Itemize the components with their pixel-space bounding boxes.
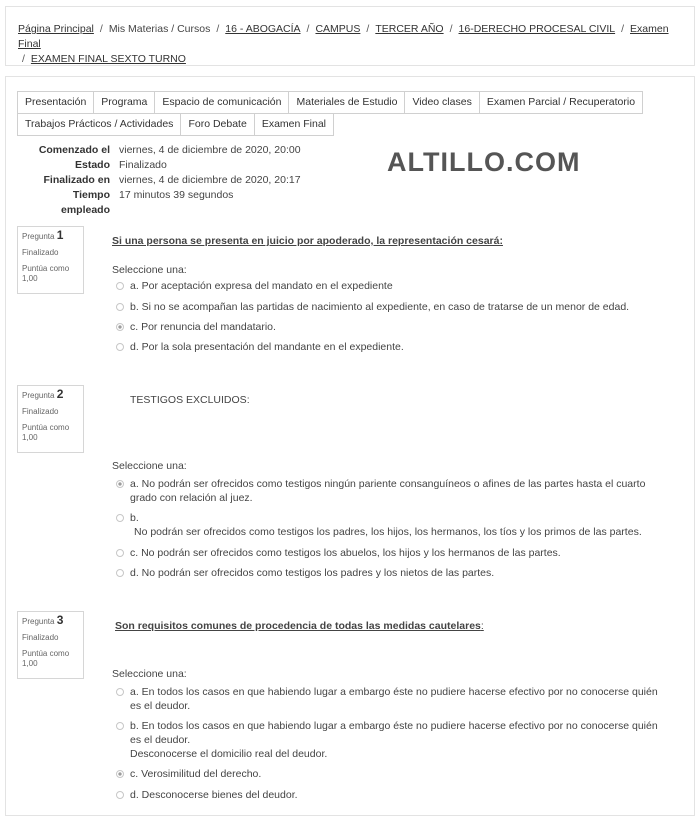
breadcrumb-tercer-ano-link[interactable]: TERCER AÑO bbox=[375, 23, 444, 35]
question-2-answer-c[interactable]: c. No podrán ser ofrecidos como testigos los abuelos, los hijos y los hermanos de las partes. bbox=[116, 546, 676, 560]
question-2-status: Finalizado bbox=[22, 407, 59, 416]
tab-trabajos-practicos[interactable]: Trabajos Prácticos / Actividades bbox=[17, 113, 181, 136]
tab-examen-final[interactable]: Examen Final bbox=[254, 113, 334, 136]
question-2-answer-b[interactable]: b. No podrán ser ofrecidos como testigos los padres, los hijos, los hermanos, los tíos y los primos de las partes. bbox=[116, 511, 676, 539]
question-1-answer-c[interactable]: c. Por renuncia del mandatario. bbox=[116, 320, 676, 334]
radio-button[interactable] bbox=[116, 791, 124, 799]
radio-button[interactable] bbox=[116, 549, 124, 557]
radio-button[interactable] bbox=[116, 303, 124, 311]
question-3-status: Finalizado bbox=[22, 633, 59, 642]
course-tabs bbox=[17, 91, 667, 135]
finished-label: Finalizado en bbox=[43, 174, 110, 186]
attempt-summary bbox=[17, 143, 301, 218]
tab-programa[interactable]: Programa bbox=[93, 91, 155, 114]
question-3-prompt: Seleccione una: bbox=[112, 668, 187, 680]
question-3-text: Son requisitos comunes de procedencia de todas las medidas cautelares: bbox=[115, 620, 484, 632]
radio-button-selected[interactable] bbox=[116, 480, 124, 488]
radio-button[interactable] bbox=[116, 569, 124, 577]
question-1-prompt: Seleccione una: bbox=[112, 264, 187, 276]
watermark: ALTILLO.COM bbox=[387, 147, 581, 177]
question-2-answer-d[interactable]: d. No podrán ser ofrecidos como testigos los padres y los nietos de las partes. bbox=[116, 566, 676, 580]
radio-button-selected[interactable] bbox=[116, 323, 124, 331]
radio-button[interactable] bbox=[116, 514, 124, 522]
question-2-info bbox=[17, 385, 84, 453]
question-3-number: Pregunta 3 bbox=[22, 613, 64, 627]
question-1-answer-d[interactable]: d. Por la sola presentación del mandante en el expediente. bbox=[116, 340, 676, 354]
time-label-line1: Tiempo bbox=[72, 189, 110, 201]
state-label: Estado bbox=[74, 159, 110, 171]
question-2-text: TESTIGOS EXCLUIDOS: bbox=[130, 394, 250, 406]
question-1-answer-b[interactable]: b. Si no se acompañan las partidas de nacimiento al expediente, en caso de tratarse de un menor de edad. bbox=[116, 300, 676, 314]
question-2-score: Puntúa como 1,00 bbox=[22, 423, 70, 442]
breadcrumb-bar bbox=[5, 6, 695, 66]
tab-presentacion[interactable]: Presentación bbox=[17, 91, 94, 114]
question-1-status: Finalizado bbox=[22, 248, 59, 257]
breadcrumb: Página Principal / Mis Materias / Cursos / 16 - ABOGACÍA / CAMPUS / TERCER AÑO / 16-DERECHO PROCESAL CIVIL / Examen Final / EXAMEN FINAL SEXTO TURNO bbox=[18, 23, 669, 65]
breadcrumb-examen-final-link[interactable]: Examen Final bbox=[18, 23, 669, 50]
question-3-answer-a[interactable]: a. En todos los casos en que habiendo lugar a embargo éste no pudiere hacerse efectivo por no conocerse quién es el deudor. bbox=[116, 685, 676, 713]
started-label: Comenzado el bbox=[38, 144, 110, 156]
time-label-line2: empleado bbox=[60, 204, 110, 216]
question-3-answer-d[interactable]: d. Desconocerse bienes del deudor. bbox=[116, 788, 676, 802]
tab-video-clases[interactable]: Video clases bbox=[404, 91, 479, 114]
tab-espacio-comunicacion[interactable]: Espacio de comunicación bbox=[154, 91, 289, 114]
tab-materiales-estudio[interactable]: Materiales de Estudio bbox=[288, 91, 405, 114]
breadcrumb-abogacia-link[interactable]: 16 - ABOGACÍA bbox=[225, 23, 301, 35]
breadcrumb-campus-link[interactable]: CAMPUS bbox=[315, 23, 361, 35]
question-2-answer-a[interactable]: a. No podrán ser ofrecidos como testigos ningún pariente consanguíneos o afines de las partes hasta el cuarto grado con relación al juez. bbox=[116, 477, 676, 505]
question-3-answer-b[interactable]: b. En todos los casos en que habiendo lugar a embargo éste no pudiere hacerse efectivo por no conocerse quién es el deudor. Desconocerse el domicilio real del deudor. bbox=[116, 719, 676, 761]
radio-button[interactable] bbox=[116, 722, 124, 730]
question-3-score: Puntúa como 1,00 bbox=[22, 649, 70, 668]
tab-examen-parcial[interactable]: Examen Parcial / Recuperatorio bbox=[479, 91, 643, 114]
question-1-score: Puntúa como 1,00 bbox=[22, 264, 70, 283]
breadcrumb-home-link[interactable]: Página Principal bbox=[18, 23, 94, 35]
question-2-prompt: Seleccione una: bbox=[112, 460, 187, 472]
radio-button[interactable] bbox=[116, 688, 124, 696]
finished-value: viernes, 4 de diciembre de 2020, 20:17 bbox=[119, 174, 301, 186]
question-2-number: Pregunta 2 bbox=[22, 387, 64, 401]
radio-button[interactable] bbox=[116, 282, 124, 290]
tab-foro-debate[interactable]: Foro Debate bbox=[180, 113, 254, 136]
started-value: viernes, 4 de diciembre de 2020, 20:00 bbox=[119, 144, 301, 156]
state-value: Finalizado bbox=[119, 159, 167, 171]
time-value: 17 minutos 39 segundos bbox=[119, 189, 234, 201]
radio-button-selected[interactable] bbox=[116, 770, 124, 778]
question-1-number: Pregunta 1 bbox=[22, 228, 64, 242]
question-1-answer-a[interactable]: a. Por aceptación expresa del mandato en el expediente bbox=[116, 279, 676, 293]
breadcrumb-mis-materias: Mis Materias / Cursos bbox=[108, 23, 211, 35]
breadcrumb-sexto-turno-link[interactable]: EXAMEN FINAL SEXTO TURNO bbox=[30, 53, 186, 65]
question-3-answer-c[interactable]: c. Verosimilitud del derecho. bbox=[116, 767, 676, 781]
question-1-info bbox=[17, 226, 84, 294]
question-1-text: Si una persona se presenta en juicio por apoderado, la representación cesará: bbox=[112, 235, 503, 247]
breadcrumb-course-link[interactable]: 16-DERECHO PROCESAL CIVIL bbox=[458, 23, 616, 35]
time-label bbox=[17, 188, 110, 218]
radio-button[interactable] bbox=[116, 343, 124, 351]
question-3-info bbox=[17, 611, 84, 679]
